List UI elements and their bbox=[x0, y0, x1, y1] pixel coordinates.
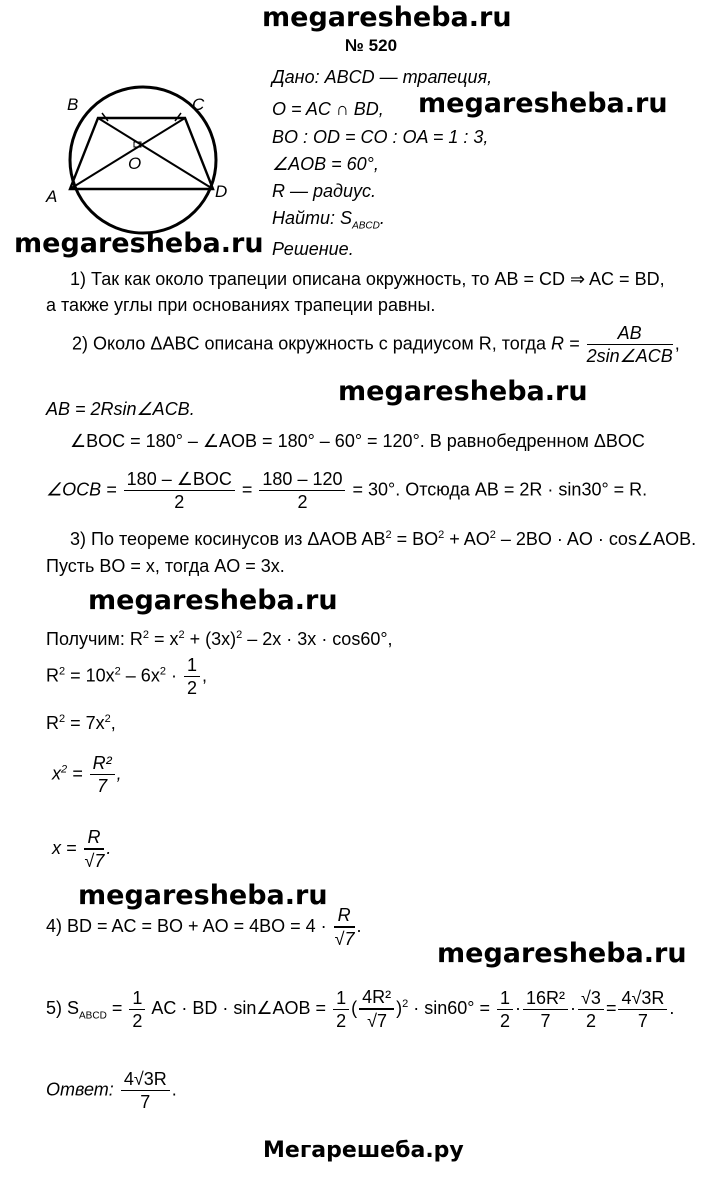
step4: 4) BD = AC = BO + AO = 4BO = 4 · $\frac{R}{√7}$ . bbox=[46, 905, 362, 949]
given-line-2: O = AC ∩ BD, bbox=[272, 99, 384, 119]
step3-line1: 3) По теореме косинусов из ΔAOB $AB^2 = BO^2 + AO^2 - 2BO$ · AO · cos∠AOB. bbox=[70, 529, 697, 549]
label-b: B bbox=[67, 95, 79, 114]
watermark-mid2: megaresheba.ru bbox=[88, 585, 338, 616]
problem-number: № 520 bbox=[345, 36, 398, 55]
answer: Ответ: $\frac{4√3R}{7}$ . bbox=[46, 1069, 177, 1112]
watermark-left: megaresheba.ru bbox=[14, 228, 264, 259]
step3-x: x = $\frac{R}{√7}$ . bbox=[52, 827, 112, 871]
watermark-top: megaresheba.ru bbox=[262, 2, 512, 33]
step2-boc: ∠BOC = 180° – ∠AOB = 180° – 60° = 120°. В равнобедренном ΔBOC bbox=[70, 431, 645, 451]
step2-ocb: ∠OCB = $\frac{\text{180 – ∠BOC}}{2}$ = $\frac{180 - 120}{2}$ = 30°. Отсюда AB = 2R · sin30° = R. bbox=[46, 469, 648, 512]
step5: 5) $S_{ABCD}$ = $\frac{1}{2}$ AC · BD · sin∠AOB = $\frac{1}{2}$ ( $\frac{\text{4R²}}{√7}$ )$^2$ · sin60° = $\frac{1}{2}$ · $\frac{\text{16R²}}{7}$ · $\frac{√3}{2}$ = $\frac{4√3R}{7}$ . bbox=[46, 987, 675, 1031]
trapezoid-figure bbox=[40, 85, 250, 235]
step3-r2: $R^2 = 10x^2 - 6x^2$ · $\frac{1}{2}$ , bbox=[46, 655, 207, 698]
watermark-given: megaresheba.ru bbox=[418, 88, 668, 119]
step3-line2: Пусть BO = x, тогда AO = 3x. bbox=[46, 556, 285, 576]
watermark-mid4: megaresheba.ru bbox=[437, 938, 687, 969]
watermark-mid3: megaresheba.ru bbox=[78, 880, 328, 911]
trapezoid bbox=[70, 118, 213, 189]
step3-get: Получим: $R^2 = x^2 + (3x)^2 - 2x \cdot 3x \cdot \cos 60^\circ$, bbox=[46, 629, 393, 649]
given-line-5: R — радиус. bbox=[272, 181, 376, 201]
given-line-1: Дано: ABCD — трапеция, bbox=[272, 67, 493, 87]
step3-x2: $x^2$ = $\frac{\text{R²}}{7}$ , bbox=[52, 753, 122, 796]
step2-line1: 2) Около ΔABC описана окружность с радиусом R, тогда R = $\frac{AB}{\text{2sin∠ACB}}$ , bbox=[72, 323, 680, 366]
label-d: D bbox=[215, 182, 228, 201]
watermark-mid1: megaresheba.ru bbox=[338, 376, 588, 407]
given-find: Найти: $S_{ABCD}$. bbox=[272, 208, 385, 232]
given-line-4: ∠AOB = 60°, bbox=[272, 154, 379, 174]
step2-ab: AB = 2Rsin∠ACB. bbox=[46, 399, 195, 419]
label-c: C bbox=[192, 95, 205, 114]
watermark-footer: Мегарешеба.ру bbox=[263, 1138, 464, 1163]
given-line-3: BO : OD = CO : OA = 1 : 3, bbox=[272, 127, 489, 147]
diagonal-bd bbox=[98, 118, 213, 189]
step1-line2: а также углы при основаниях трапеции равны. bbox=[46, 295, 436, 315]
label-o: O bbox=[128, 154, 142, 173]
step1-line1: 1) Так как около трапеции описана окружность, то AB = CD ⇒ AC = BD, bbox=[70, 269, 665, 289]
step3-r7: $R^2 = 7x^2$, bbox=[46, 713, 116, 733]
label-a: A bbox=[46, 187, 58, 206]
solution-heading: Решение. bbox=[272, 239, 354, 259]
